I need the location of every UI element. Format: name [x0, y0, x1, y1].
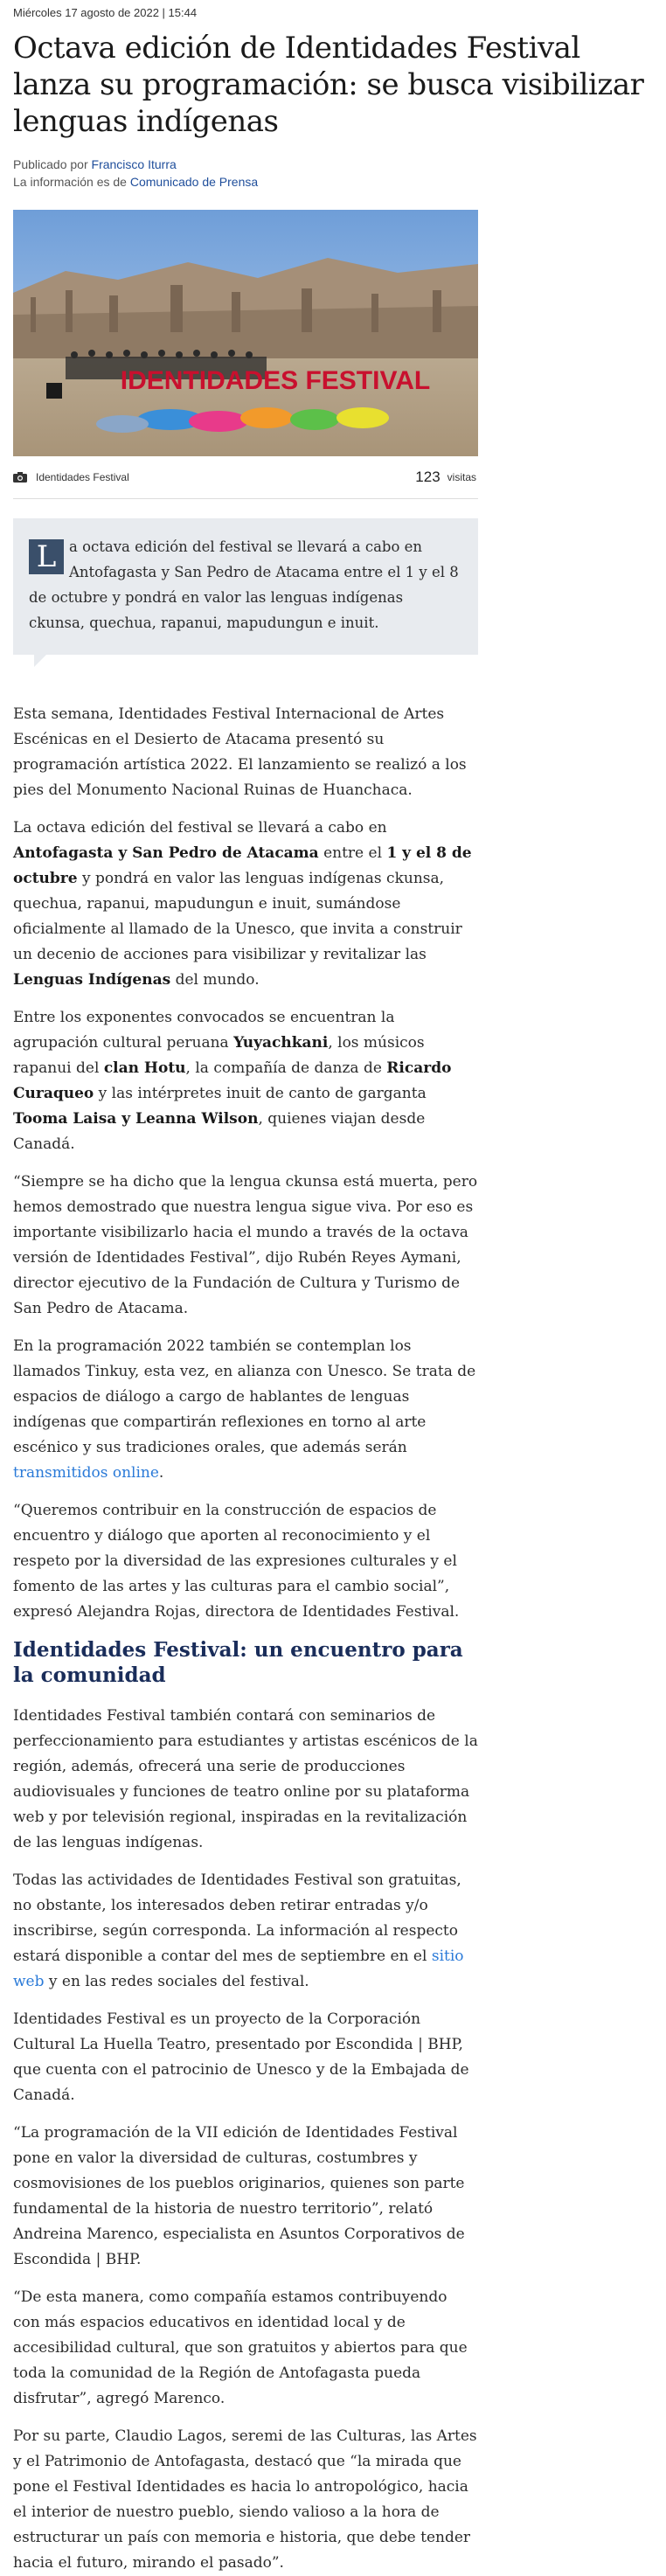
paragraph: “Siempre se ha dicho que la lengua ckunsa está muerta, pero hemos demostrado que nuestra lengua sigue viva. Por eso es importante visibilizarlo hacia el mundo a través de la octava versión de Identidades Festival”, dijo Rubén Reyes Aymani, director ejecutivo de la Fundación de Cultura y Turismo de San Pedro de Atacama.: [13, 1173, 478, 1317]
bold-text: Yuyachkani: [233, 1034, 329, 1052]
website-link[interactable]: sitio web: [13, 1948, 464, 1990]
bold-text: 1 y el 8 de octubre: [13, 844, 472, 887]
paragraph: “Queremos contribuir en la construcción de espacios de encuentro y diálogo que aporten al reconocimiento y el respeto por la diversidad de las expresiones culturales y el fomento de las artes y las culturas para el cambio social”, expresó Alejandra Rojas, directora de Identidades Festival.: [13, 1502, 460, 1621]
bold-text: Tooma Laisa y Leanna Wilson: [13, 1110, 259, 1128]
bold-text: Antofagasta y San Pedro de Atacama: [13, 844, 319, 862]
author-line: [13, 156, 653, 173]
paragraph: Esta semana, Identidades Festival Internacional de Artes Escénicas en el Desierto de Atacama presentó su programación artística 2022. El lanzamiento se realizó a los pies del Monumento Nacional Ruinas de Huanchaca.: [13, 705, 467, 799]
article-photo[interactable]: [13, 210, 478, 456]
source-label: La información es de: [13, 175, 127, 189]
festival-photo-illustration: [13, 210, 478, 456]
bold-text: Ricardo Curaqueo: [13, 1059, 452, 1102]
bold-text: Lenguas Indígenas: [13, 971, 171, 989]
paragraph: La octava edición del festival se llevará a cabo en Antofagasta y San Pedro de Atacama entre el 1 y el 8 de octubre y pondrá en valor las lenguas indígenas ckunsa, quechua, rapanui, mapudungun e inuit, sumándose oficialmente al llamado de la Unesco, que invita a construir un decenio de acciones para visibilizar y revitalizar las Lenguas Indígenas del mundo.: [13, 819, 472, 989]
byline: [13, 156, 653, 191]
lead-text: a octava edición del festival se llevará a cabo en Antofagasta y San Pedro de Atacama entre el 1 y el 8 de octubre y pondrá en valor las lenguas indígenas ckunsa, quechua, rapanui, mapudungun e inuit.: [29, 538, 459, 631]
photo-caption-bar: [13, 456, 478, 499]
bold-text: clan Hotu: [103, 1059, 186, 1077]
paragraph: “De esta manera, como compañía estamos contribuyendo con más espacios educativos en identidad local y de accesibilidad cultural, que son gratuitos y abiertos para que toda la comunidad de la Región de Antofagasta pueda disfrutar”, agregó Marenco.: [13, 2288, 468, 2407]
author-link[interactable]: Francisco Iturra: [91, 157, 177, 171]
article-body: [13, 702, 478, 2576]
published-by-label: Publicado por: [13, 157, 88, 171]
paragraph: En la programación 2022 también se contemplan los llamados Tinkuy, esta vez, en alianza con Unesco. Se trata de espacios de diálogo a cargo de hablantes de lenguas indígenas que compartirán reflexiones en torno al arte escénico y sus tradiciones orales, que además serán transmitidos online.: [13, 1337, 476, 1482]
paragraph: Por su parte, Claudio Lagos, seremi de las Culturas, las Artes y el Patrimonio de Antofagasta, destacó que “la mirada que pone el Festival Identidades es hacia lo antropológico, hacia el interior de nuestro pueblo, siendo valioso a la hora de estructurar un país con memoria e historia, que debe tender hacia el futuro, mirando el pasado”.: [13, 2427, 477, 2572]
source-link[interactable]: Comunicado de Prensa: [129, 175, 259, 189]
paragraph: Identidades Festival es un proyecto de la Corporación Cultural La Huella Teatro, presentado por Escondida | BHP, que cuenta con el patrocinio de Unesco y de la Embajada de Canadá.: [13, 2010, 469, 2104]
paragraph: Identidades Festival también contará con seminarios de perfeccionamiento para estudiantes y artistas escénicos de la región, además, ofrecerá una serie de producciones audiovisuales y funciones de teatro online por su plataforma web y por televisión regional, inspiradas en la revitalización de las lenguas indígenas.: [13, 1707, 478, 1851]
article-title: Octava edición de Identidades Festival lanza su programación: se busca visibilizar lenguas indígenas: [13, 31, 644, 139]
paragraph: Todas las actividades de Identidades Festival son gratuitas, no obstante, los interesados deben retirar entradas y/o inscribirse, según corresponda. La información al respecto estará disponible a contar del mes de septiembre en el sitio web y en las redes sociales del festival.: [13, 1871, 464, 1990]
online-link[interactable]: transmitidos online: [13, 1464, 159, 1482]
paragraph: Entre los exponentes convocados se encuentran la agrupación cultural peruana Yuyachkani, los músicos rapanui del clan Hotu, la compañía de danza de Ricardo Curaqueo y las intérpretes inuit de canto de garganta Tooma Laisa y Leanna Wilson, quienes viajan desde Canadá.: [13, 1009, 452, 1153]
photo-caption: Identidades Festival: [36, 471, 129, 483]
festival-sign-text: IDENTIDADES FESTIVAL: [120, 366, 431, 395]
lead-summary: [13, 518, 478, 655]
paragraph: “La programación de la VII edición de Identidades Festival pone en valor la diversidad de culturas, costumbres y cosmovisiones de los pueblos originarios, quienes son parte fundamental de la historia de nuestro territorio”, relató Andreina Marenco, especialista en Asuntos Corporativos de Escondida | BHP.: [13, 2124, 465, 2268]
lead-tail: [34, 655, 46, 667]
visits-label: visitas: [447, 471, 476, 483]
publish-date: Miércoles 17 agosto de 2022 | 15:44: [13, 6, 198, 19]
source-line: [13, 173, 653, 191]
section-heading: Identidades Festival: un encuentro para la comunidad: [13, 1638, 463, 1687]
visits-count: 123: [415, 469, 441, 485]
lead-dropcap: L: [29, 539, 64, 574]
camera-icon: [13, 472, 27, 483]
